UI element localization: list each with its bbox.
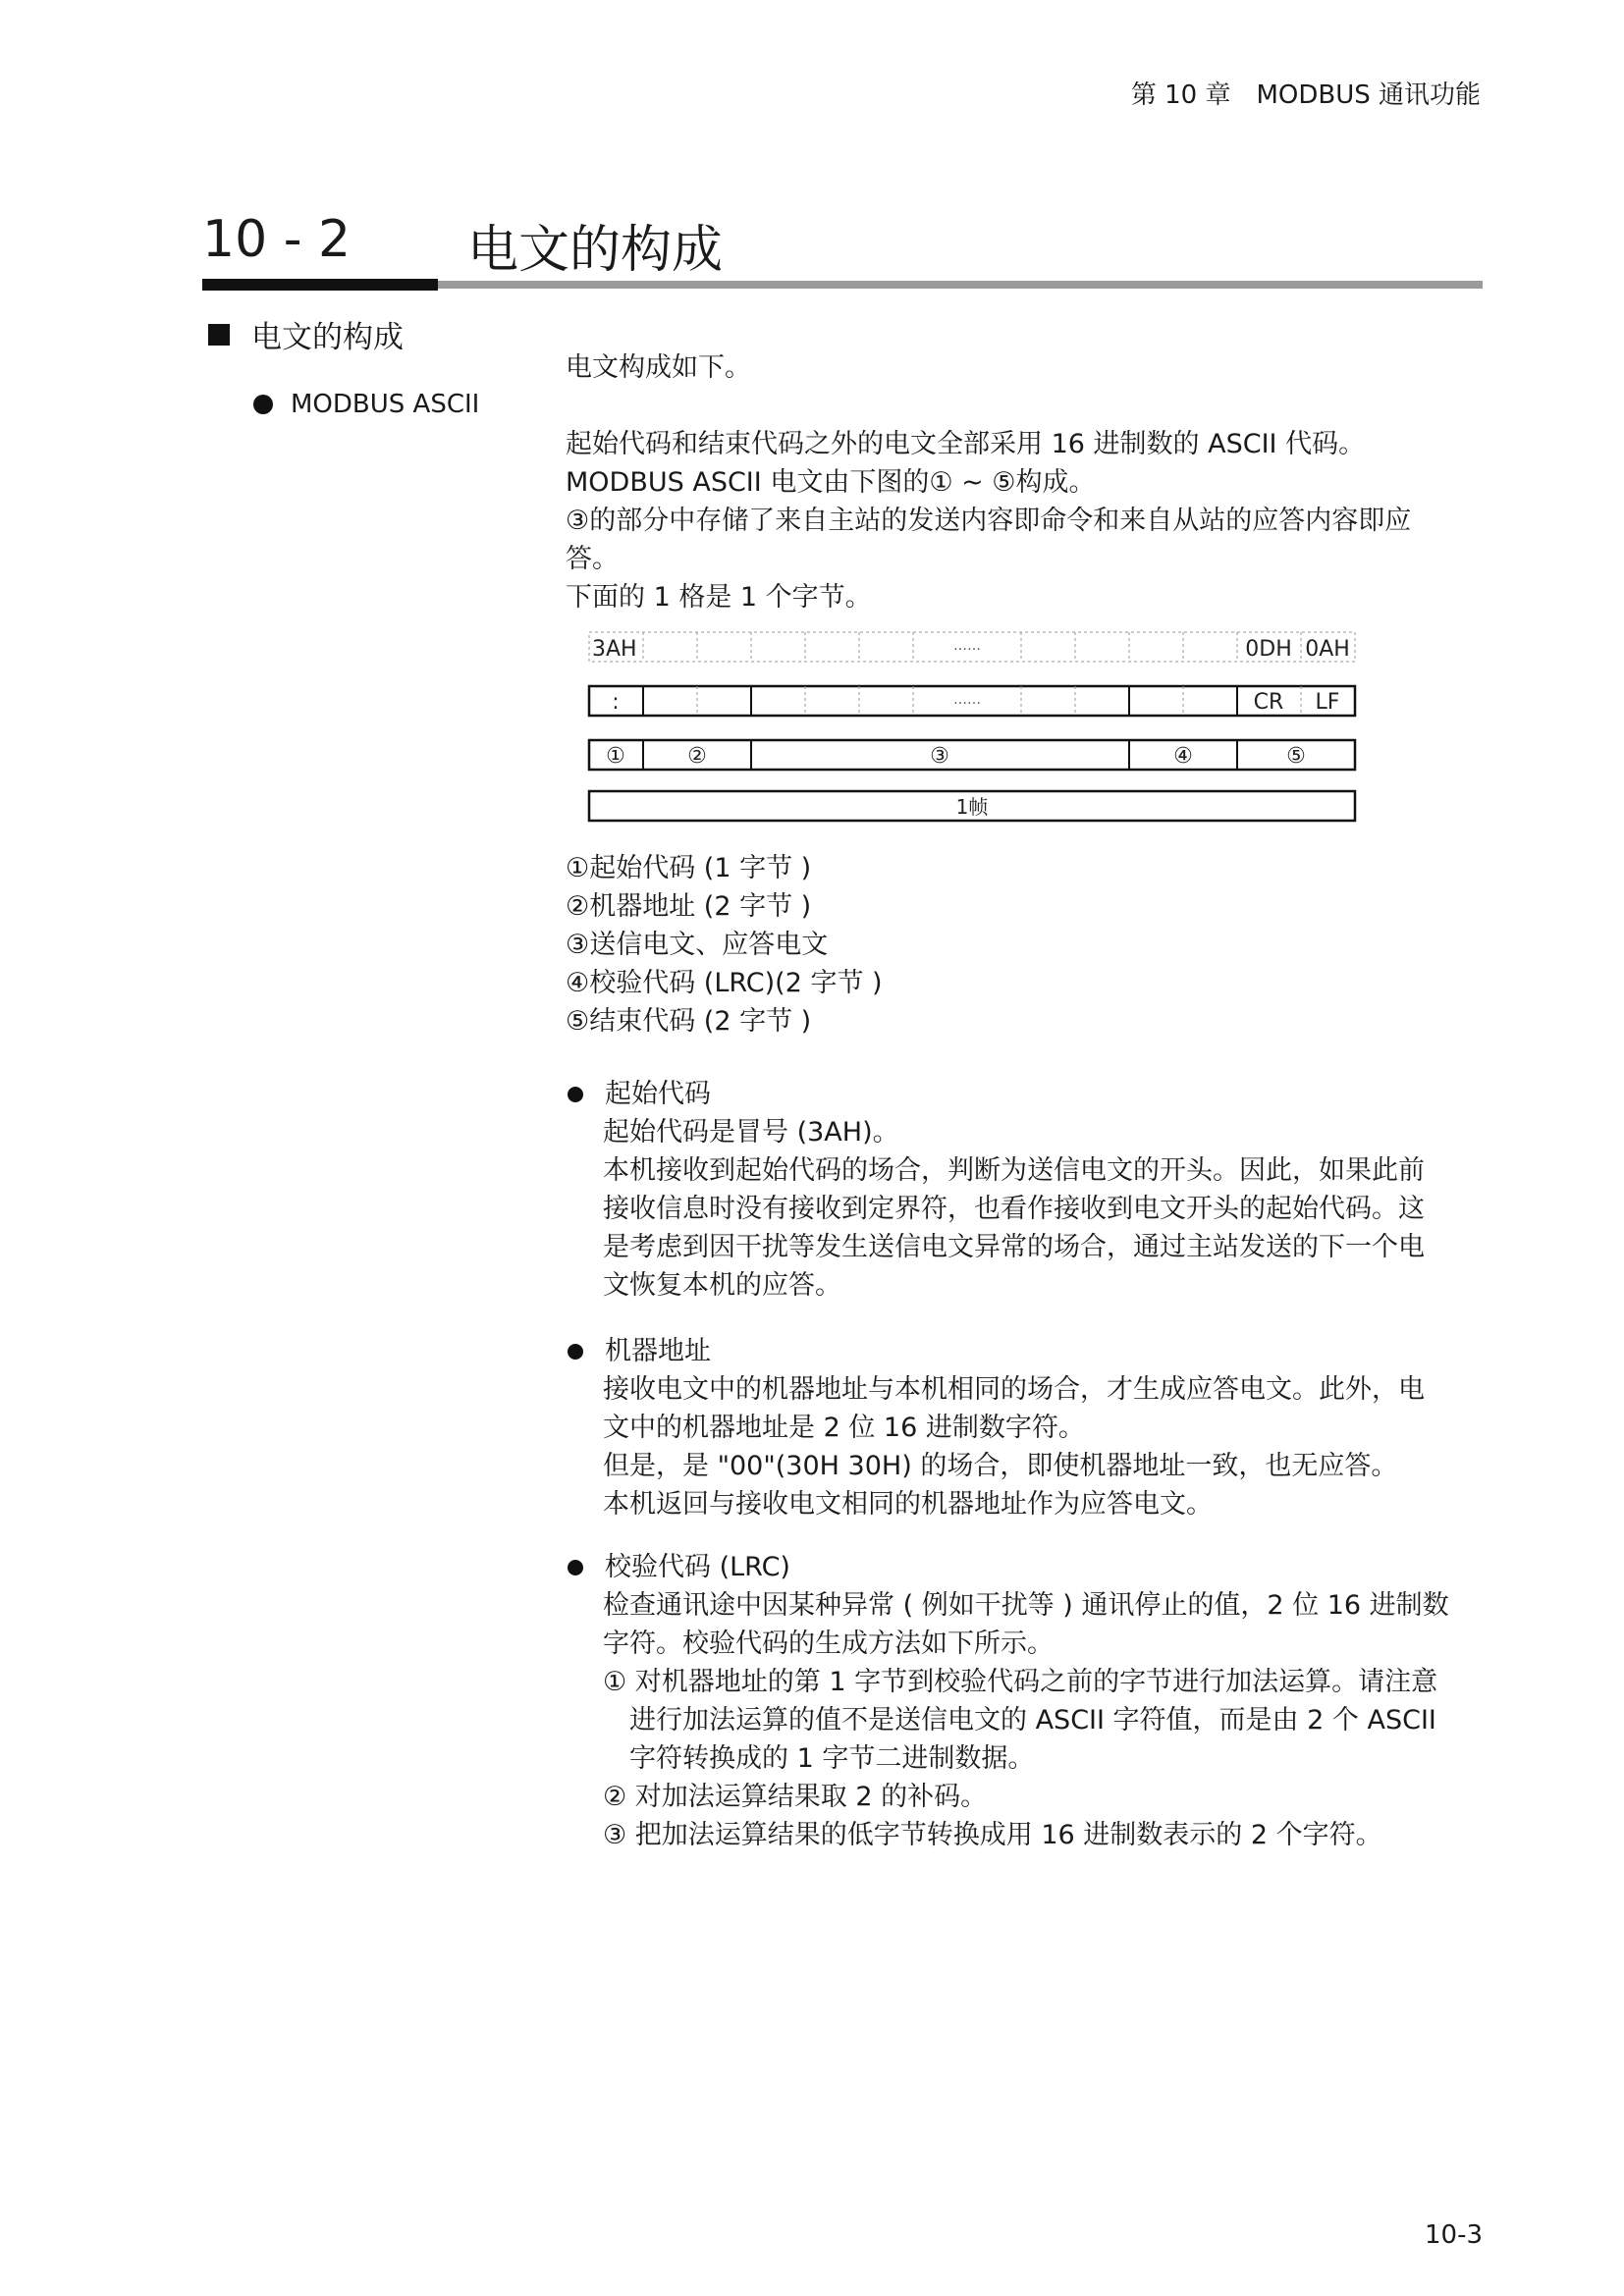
item-line: 是考虑到因干扰等发生送信电文异常的场合，通过主站发送的下一个电 [603,1232,1425,1262]
lf-char: LF [1315,690,1340,715]
title-rule-gray [438,281,1483,289]
item-heading [568,1076,711,1113]
legend-item: ①起始代码 (1 字节 ) [566,853,812,883]
item-title: 起始代码 [605,1079,711,1109]
row2-ellipsis: …… [953,692,981,708]
frame-label: 1帧 [955,795,989,819]
lf-hex: 0AH [1305,637,1350,662]
cr-hex: 0DH [1245,637,1292,662]
chapter-header: 第 10 章 MODBUS 通讯功能 [1130,80,1481,110]
row-characters [589,686,1355,716]
part-5-label: ⑤ [1286,744,1306,769]
round-bullet-icon [568,1560,583,1575]
row-parts [589,740,1355,770]
item-title: 校验代码 (LRC) [605,1552,790,1582]
item-heading [568,1549,790,1586]
item-line: 本机返回与接收电文相同的机器地址作为应答电文。 [603,1489,1213,1520]
section-number: 10 - 2 [202,210,352,269]
start-hex: 3AH [592,637,637,662]
item-line: 但是，是 "00"(30H 30H) 的场合，即使机器地址一致，也无应答。 [603,1451,1398,1481]
row1-ellipsis: …… [953,638,981,654]
item-line: ③ 把加法运算结果的低字节转换成用 16 进制数表示的 2 个字符。 [603,1820,1382,1850]
item-line: 文中的机器地址是 2 位 16 进制数字符。 [603,1413,1085,1443]
item-line: 字符。校验代码的生成方法如下所示。 [603,1629,1054,1659]
item-line: 检查通讯途中因某种异常 ( 例如干扰等 ) 通讯停止的值，2 位 16 进制数 [603,1590,1449,1621]
intro-line: 起始代码和结束代码之外的电文全部采用 16 进制数的 ASCII 代码。 [566,429,1366,459]
legend-item: ④校验代码 (LRC)(2 字节 ) [566,968,883,998]
round-bullet-icon [253,395,273,414]
intro-line: 下面的 1 格是 1 个字节。 [566,582,872,613]
intro-line: MODBUS ASCII 电文由下图的① ~ ⑤构成。 [566,467,1096,498]
row-frame [589,791,1355,821]
item-line: 进行加法运算的值不是送信电文的 ASCII 字符值，而是由 2 个 ASCII [603,1705,1436,1735]
intro-line: ③的部分中存储了来自主站的发送内容即命令和来自从站的应答内容即应 [566,506,1412,536]
item-line: 字符转换成的 1 字节二进制数据。 [603,1743,1035,1774]
item-title: 机器地址 [605,1336,711,1366]
sidebar-heading [208,312,404,356]
item-line: 接收电文中的机器地址与本机相同的场合，才生成应答电文。此外，电 [603,1374,1425,1405]
row-hex-codes [589,632,1355,662]
legend-item: ⑤结束代码 (2 字节 ) [566,1006,812,1037]
intro-line: 答。 [566,544,619,574]
sidebar-heading-text: 电文的构成 [251,320,404,355]
section-title: 电文的构成 [467,221,724,280]
item-line: ① 对机器地址的第 1 字节到校验代码之前的字节进行加法运算。请注意 [603,1667,1438,1697]
intro-line: 电文构成如下。 [566,352,751,383]
page-number: 10-3 [1424,2220,1483,2250]
frame-diagram [579,624,1365,830]
item-heading [568,1333,711,1370]
square-bullet-icon [208,324,230,346]
sidebar-subheading-text: MODBUS ASCII [291,390,480,419]
legend-item: ③送信电文、应答电文 [566,930,829,960]
start-char: : [612,690,620,715]
item-line: 文恢复本机的应答。 [603,1270,841,1301]
round-bullet-icon [568,1344,583,1360]
item-line: ② 对加法运算结果取 2 的补码。 [603,1782,988,1812]
item-line: 本机接收到起始代码的场合，判断为送信电文的开头。因此，如果此前 [603,1155,1425,1186]
cr-char: CR [1253,690,1284,715]
item-line: 接收信息时没有接收到定界符，也看作接收到电文开头的起始代码。这 [603,1194,1425,1224]
item-line: 起始代码是冒号 (3AH)。 [603,1117,899,1148]
part-2-label: ② [687,744,707,769]
part-1-label: ① [606,744,625,769]
round-bullet-icon [568,1087,583,1102]
part-4-label: ④ [1173,744,1193,769]
title-rule-dark [202,279,438,291]
part-3-label: ③ [930,744,949,769]
legend-item: ②机器地址 (2 字节 ) [566,891,812,922]
sidebar-subheading [253,390,479,419]
